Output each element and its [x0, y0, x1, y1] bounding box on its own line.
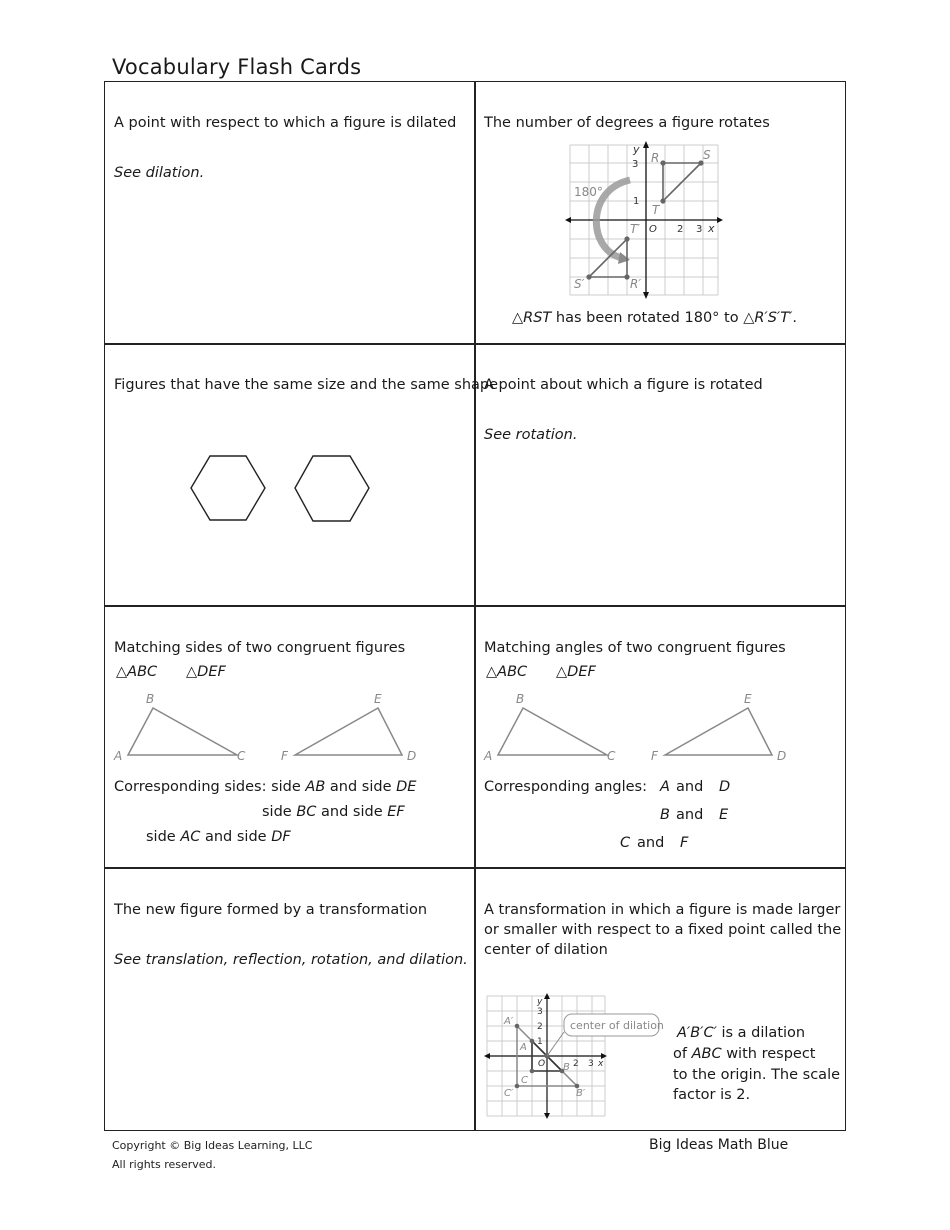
pair3-a: C: [620, 835, 631, 851]
label-b-prime: B′: [576, 1088, 586, 1099]
label-b: B: [516, 692, 525, 706]
card8-desc-line4: factor is 2.: [673, 1087, 751, 1103]
graph-origin: O: [538, 1059, 546, 1069]
card1-see: See dilation.: [114, 165, 205, 181]
card8-definition-line3: center of dilation: [484, 942, 608, 958]
card5-row2: side BC and side EF: [262, 804, 405, 820]
card5-triangle-abc: △ABC: [116, 664, 158, 680]
graph-t1: 1: [537, 1037, 543, 1047]
label-r-prime: R′: [630, 277, 642, 291]
pair2-b: E: [719, 807, 729, 823]
card8-desc-line2: of ABC with respect: [673, 1046, 816, 1062]
card8-desc-line1: A′B′C′ is a dilation: [677, 1025, 806, 1041]
card5-definition: Matching sides of two congruent figures: [114, 640, 406, 656]
card5-row3: side AC and side DF: [146, 829, 291, 845]
graph-x-label: x: [598, 1059, 604, 1069]
graph-x3: 3: [588, 1059, 594, 1069]
footer-copyright: Copyright © Big Ideas Learning, LLC: [112, 1139, 313, 1152]
dilation-graph: [484, 992, 664, 1120]
hexagon-1: [191, 456, 265, 520]
label-t-prime: T′: [630, 222, 641, 236]
card6-lead: Corresponding angles:: [484, 779, 647, 795]
card-divider-1: [104, 343, 846, 345]
label-a: A: [114, 749, 123, 763]
graph-x2: 2: [573, 1059, 579, 1069]
label-a: A: [520, 1042, 527, 1053]
label-c-prime: C′: [504, 1088, 514, 1099]
card8-definition-line2: or smaller with respect to a fixed point called the: [484, 922, 842, 938]
card5-triangles: [110, 688, 430, 768]
card8-desc-line3: to the origin. The scale: [673, 1067, 841, 1083]
label-c: C: [607, 749, 616, 763]
pair3-b: F: [680, 835, 689, 851]
label-d: D: [407, 749, 417, 763]
card6-triangle-abc: △ABC: [486, 664, 528, 680]
pair1-a: A: [660, 779, 670, 795]
label-a-prime: A′: [504, 1016, 514, 1027]
card8-definition-line1: A transformation in which a figure is made larger: [484, 902, 841, 918]
graph-x-label: x: [708, 222, 715, 235]
label-c: C: [237, 749, 246, 763]
label-e: E: [374, 692, 382, 706]
pair2-a: B: [660, 807, 670, 823]
card6-definition: Matching angles of two congruent figures: [484, 640, 786, 656]
graph-y-label: y: [537, 997, 543, 1007]
graph-t3: 3: [537, 1007, 543, 1017]
pair1-b: D: [719, 779, 731, 795]
graph-tick-1: 1: [633, 196, 640, 207]
card6-triangle-def: △DEF: [556, 664, 596, 680]
card4-definition: A point about which a figure is rotated: [484, 377, 763, 393]
card-divider-3: [104, 867, 846, 869]
label-f: F: [651, 749, 658, 763]
pair3-and: and: [637, 835, 665, 851]
label-t: T: [652, 203, 660, 217]
pair2-and: and: [676, 807, 704, 823]
label-d: D: [777, 749, 787, 763]
rotation-graph: [560, 140, 730, 300]
card5-triangle-def: △DEF: [186, 664, 226, 680]
label-f: F: [281, 749, 288, 763]
footer-brand: Big Ideas Math Blue: [649, 1137, 789, 1153]
center-of-dilation-callout: center of dilation: [570, 1019, 664, 1032]
label-a: A: [484, 749, 493, 763]
congruent-hexagons: [180, 445, 380, 535]
card2-definition: The number of degrees a figure rotates: [484, 115, 770, 131]
card6-triangles: [480, 688, 800, 768]
card7-see: See translation, reflection, rotation, and dilation.: [114, 952, 468, 968]
label-r: R: [651, 151, 660, 165]
label-b: B: [563, 1062, 570, 1073]
card3-definition: Figures that have the same size and the same shape: [114, 377, 499, 393]
card2-caption: △RST has been rotated 180° to △R′S′T′.: [512, 310, 797, 326]
pair1-and: and: [676, 779, 704, 795]
graph-origin: O: [649, 224, 657, 235]
card-divider-2: [104, 605, 846, 607]
card5-row1: Corresponding sides: side AB and side DE: [114, 779, 417, 795]
rotation-angle-label: 180°: [574, 185, 603, 199]
graph-y-label: y: [633, 143, 640, 156]
label-e: E: [744, 692, 752, 706]
hexagon-2: [295, 456, 369, 521]
graph-tick-3: 3: [632, 159, 639, 170]
page-title: Vocabulary Flash Cards: [112, 55, 362, 79]
label-s-prime: S′: [574, 277, 585, 291]
graph-t2: 2: [537, 1022, 543, 1032]
label-b: B: [146, 692, 155, 706]
card4-see: See rotation.: [484, 427, 578, 443]
card1-definition: A point with respect to which a figure is dilated: [114, 115, 457, 131]
footer-rights: All rights reserved.: [112, 1158, 217, 1171]
graph-tick-x3: 3: [696, 224, 703, 235]
label-c: C: [521, 1075, 528, 1086]
label-s: S: [703, 148, 711, 162]
card7-definition: The new figure formed by a transformation: [114, 902, 428, 918]
graph-tick-x2: 2: [677, 224, 684, 235]
